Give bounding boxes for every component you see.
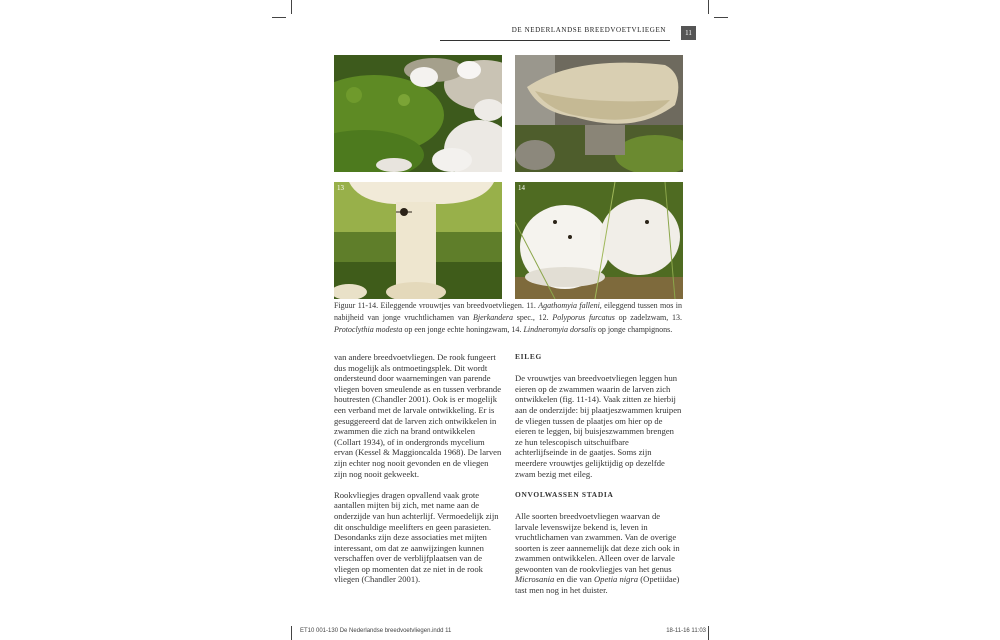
figure-13-number: 13 [337, 184, 344, 192]
caption-text: , eileggend tussen mos in nabijheid van jonge vruchtlichamen van [334, 301, 683, 322]
running-head: DE NEDERLANDSE BREEDVOETVLIEGEN [511, 26, 666, 34]
left-column [334, 352, 502, 596]
crop-mark [714, 17, 728, 18]
caption-species: Agathomyia falleni [538, 301, 600, 310]
section-heading: ONVOLWASSEN STADIA [515, 489, 614, 499]
figure-13-photo [334, 182, 502, 299]
caption-text: spec., 12. [512, 312, 553, 322]
caption-text: Figuur 11-14. Eileggende vrouwtjes van breedvoetvliegen. 11. [334, 301, 539, 310]
figure-caption [334, 300, 682, 335]
right-column [515, 352, 683, 606]
caption-text: op een jonge echte honingzwam, 14. [402, 324, 524, 334]
crop-mark [708, 0, 709, 14]
crop-mark [291, 0, 292, 14]
body-text: Alle soorten breedvoetvliegen waarvan de larvale levenswijze bekend is, leven in vruchtlichamen van zwammen. Van de overige soorten is zeer aannemelijk dat deze zich ook in zwammen ontwikkelen. Alleen over de larvale gewoonten van de rookvliegjes van het genus [515, 510, 680, 574]
header-rule [440, 40, 670, 41]
body-paragraph: van andere breedvoetvliegen. De rook fungeert dus mogelijk als ontmoetingsplek. Dit wordt ondersteund door waarnemingen van parende vliegen boven smeulende as en tussen verbrande houtresten (Chandler 2001). Ook is er mogelijk een verband met de larvale ontwikkeling. Er is gesuggereerd dat de larven zich ontwikkelen in zwammen die zich na brand ontwikkelen (Collart 1934), of in ondergronds mycelium ervan (Kessel & Maggioncalda 1968). De larven zijn echter nog nooit gevonden en de vliegen zijn nog nooit gekweekt. [334, 352, 502, 479]
body-text: (Opetiidae) tast men nog in het duister. [515, 574, 680, 596]
caption-species: Bjerkandera [472, 312, 513, 322]
figure-12-photo [515, 55, 683, 172]
body-text: en die van [554, 574, 594, 585]
figure-14-photo [515, 182, 683, 299]
genus-name: Microsania [515, 574, 555, 585]
crop-mark [291, 626, 292, 640]
section-heading: EILEG [515, 352, 542, 361]
body-paragraph [515, 511, 683, 596]
species-name: Opetia nigra [593, 574, 639, 585]
crop-mark [708, 626, 709, 640]
footer-date-slug: 18-11-16 11:03 [666, 628, 706, 634]
caption-text: op jonge champignons. [595, 324, 673, 334]
crop-mark [272, 17, 286, 18]
caption-text: op zadelzwam, 13. [614, 312, 682, 322]
caption-species: Protoclythia modesta [334, 324, 403, 334]
page-number: 11 [681, 26, 696, 40]
body-paragraph: De vrouwtjes van breedvoetvliegen leggen hun eieren op de zwammen waarin de larven zich ontwikkelen (fig. 11-14). Vaak zitten ze hierbij aan de onderzijde: bij plaatjeszwammen kruipen de vliegen tussen de plaatjes om hier op de eieren te leggen, bij buisjeszwammen brengen ze hun telescopisch uitschuifbare achterlijfseinde in de gaatjes. Soms zijn meerdere vrouwtjes gelijktijdig op dezelfde zwam bezig met eileg. [515, 373, 682, 479]
figure-14-number: 14 [518, 184, 525, 192]
caption-species: Polyporus furcatus [552, 312, 615, 322]
body-paragraph: Rookvliegjes dragen opvallend vaak grote aantallen mijten bij zich, met name aan de onderzijde van hun achterlijf. Vermoedelijk zijn dit onschuldige meelifters en geen parasieten. Desondanks zijn deze associaties met mijten interessant, om dat ze aanwijzingen kunnen verschaffen over de verblijfplaatsen van de vliegen op momenten dat ze niet in de rook vliegen (Chandler 2001). [334, 489, 499, 585]
figure-11-photo [334, 55, 502, 172]
caption-species: Lindneromyia dorsalis [523, 324, 596, 334]
footer-file-slug: ET10 001-130 De Nederlandse breedvoetvliegen.indd 11 [300, 628, 452, 634]
